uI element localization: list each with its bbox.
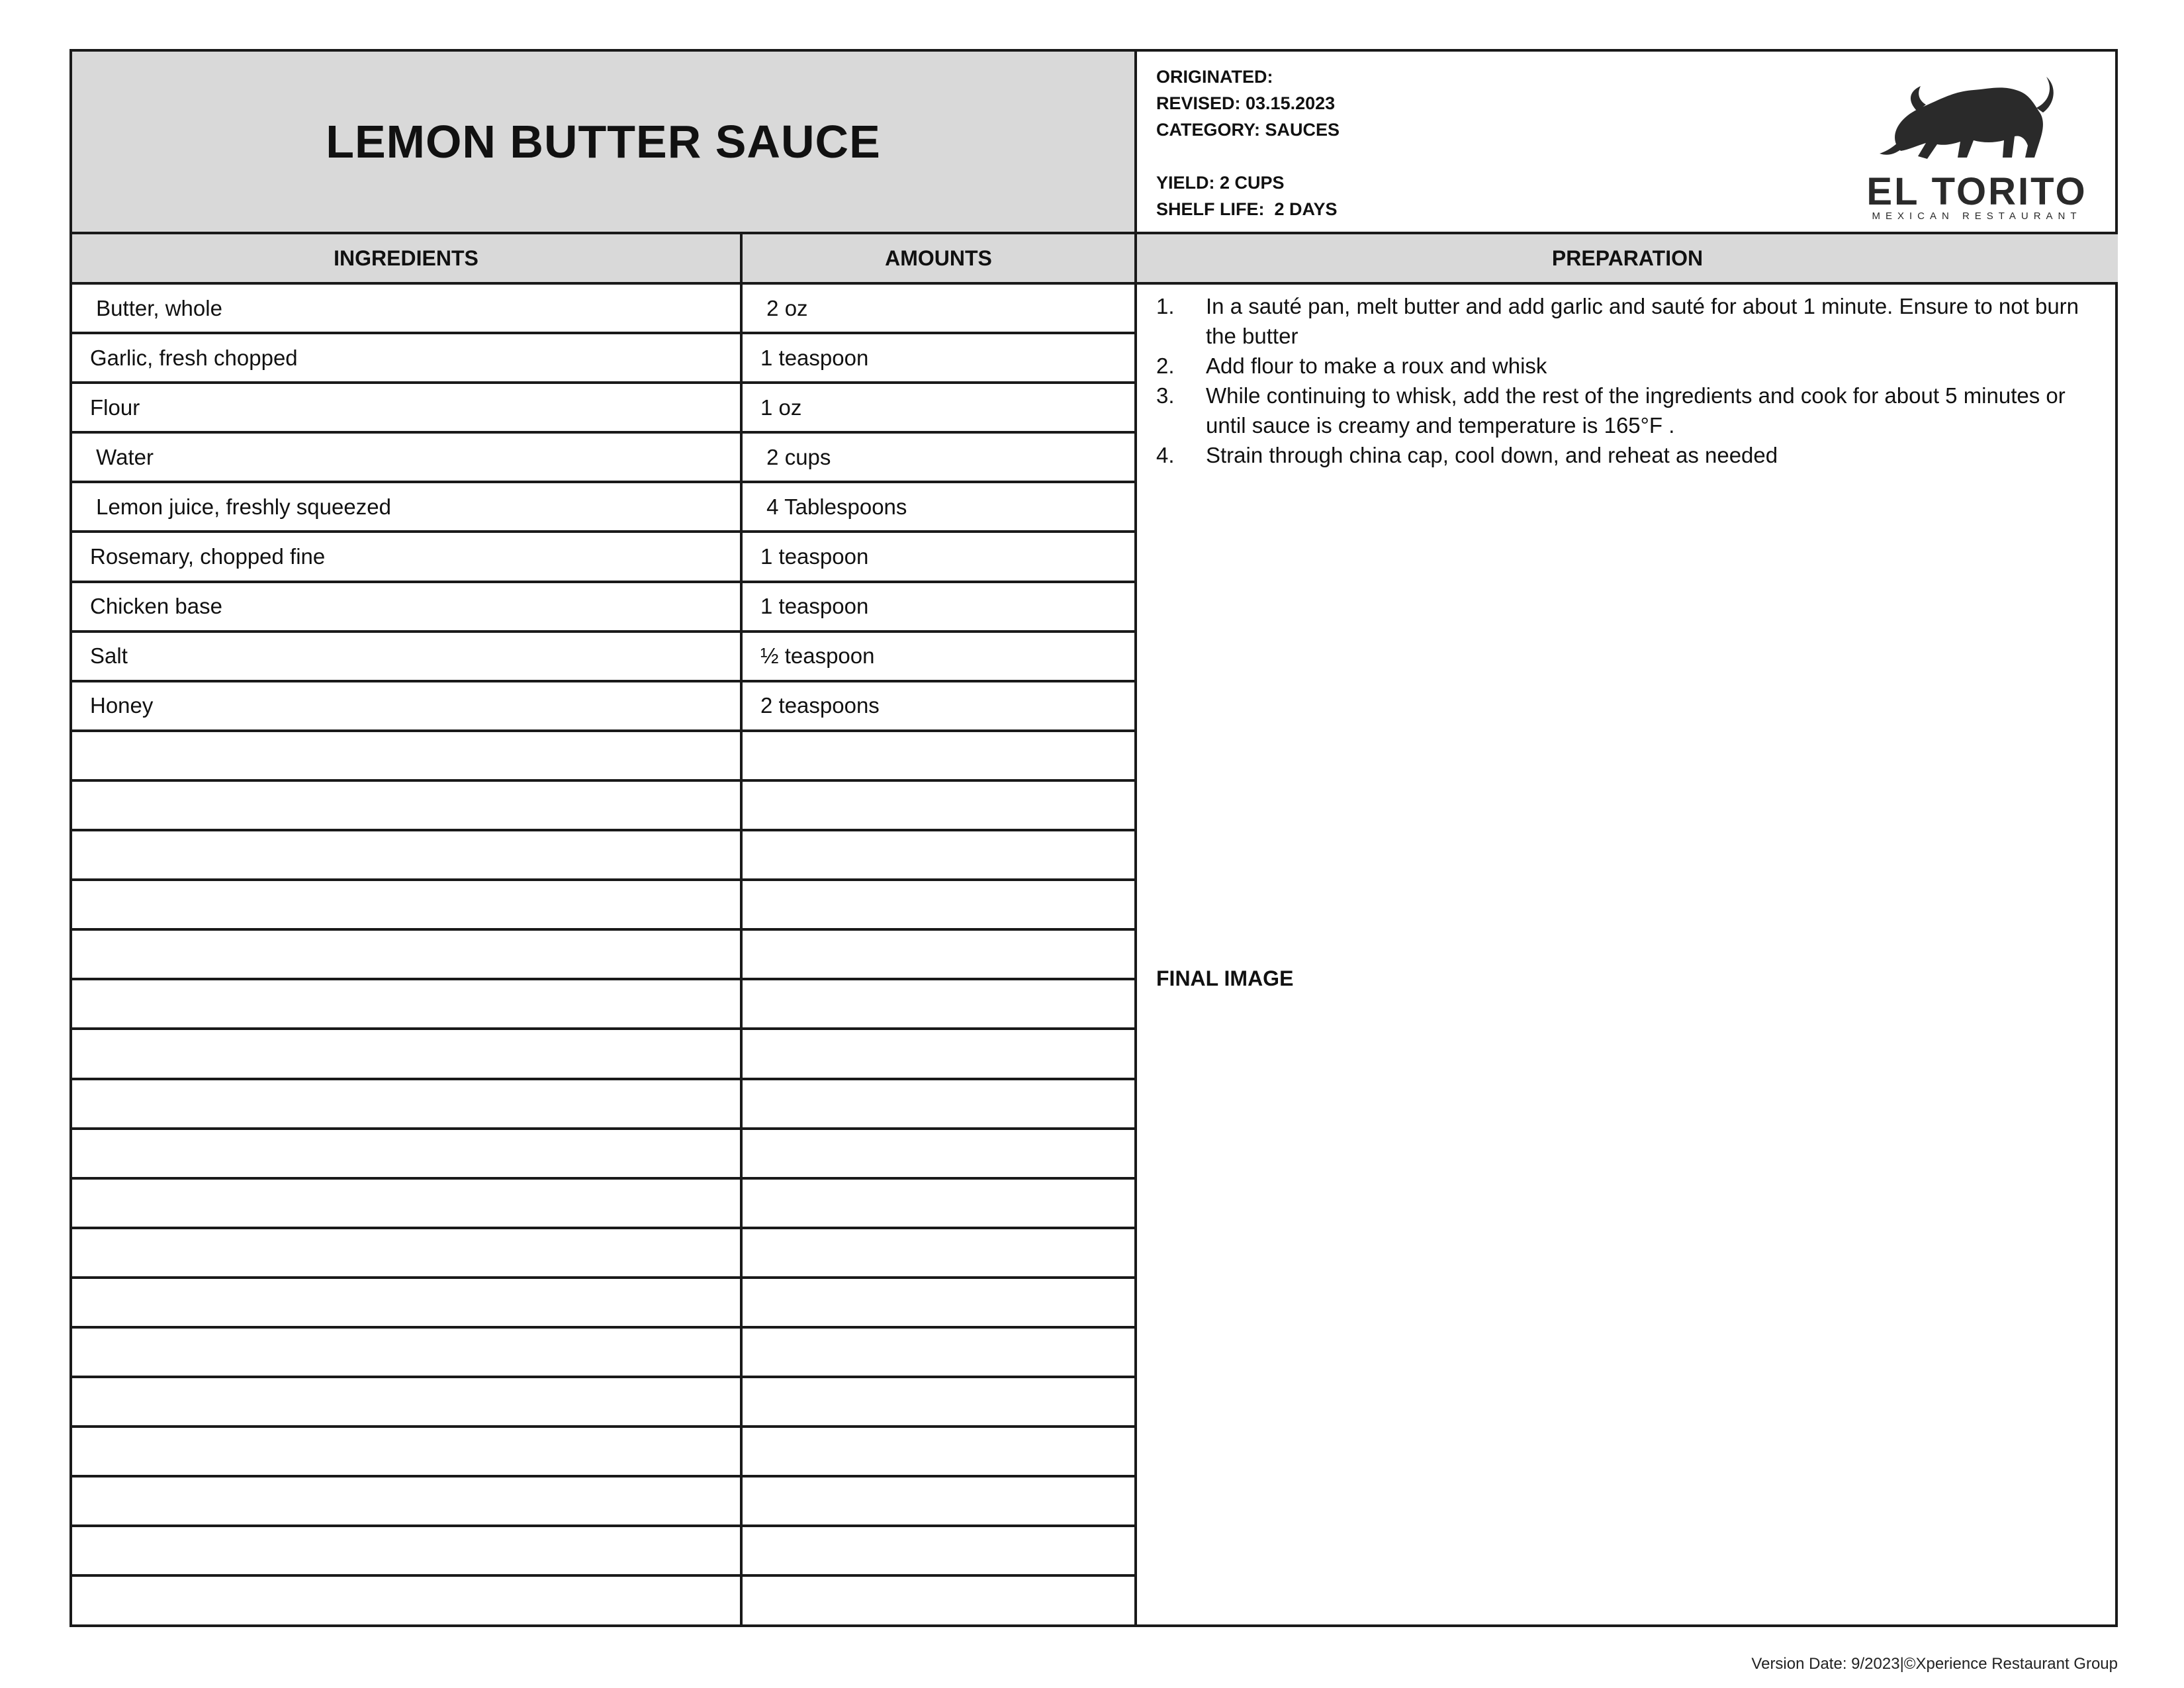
recipe-title: LEMON BUTTER SAUCE xyxy=(326,116,881,167)
ingredient-name xyxy=(72,881,743,928)
shelf-life: SHELF LIFE: 2 DAYS xyxy=(1156,199,1338,219)
table-row xyxy=(72,831,1137,881)
table-row xyxy=(72,931,1137,980)
ingredient-amount: 1 teaspoon xyxy=(743,583,1137,630)
table-row xyxy=(72,434,1137,483)
ingredient-name xyxy=(72,1577,743,1626)
step-text: In a sauté pan, melt butter and add garlic and sauté for about 1 minute. Ensure to not burn the butter xyxy=(1206,294,2079,348)
ingredient-name: Rosemary, chopped fine xyxy=(72,533,743,580)
step-text: While continuing to whisk, add the rest of the ingredients and cook for about 5 minutes or until sauce is creamy and temperature is 165°F . xyxy=(1206,383,2066,438)
ingredient-amount: ½ teaspoon xyxy=(743,633,1137,680)
table-row xyxy=(72,782,1137,831)
table-row xyxy=(72,334,1137,384)
table-row xyxy=(72,1080,1137,1130)
ingredient-name xyxy=(72,782,743,829)
ingredient-amount: 2 oz xyxy=(743,285,1137,332)
ingredient-name xyxy=(72,1130,743,1177)
table-row xyxy=(72,881,1137,931)
ingredient-amount xyxy=(743,881,1137,928)
table-row xyxy=(72,1378,1137,1428)
title-cell xyxy=(72,52,1137,234)
ingredient-amount: 1 oz xyxy=(743,384,1137,431)
step-number: 2. xyxy=(1156,353,1175,378)
table-row xyxy=(72,1428,1137,1477)
table-row xyxy=(72,533,1137,583)
ingredient-amount xyxy=(743,1527,1137,1574)
ingredient-name: Butter, whole xyxy=(72,285,743,332)
originated-label: ORIGINATED: xyxy=(1156,67,1273,87)
ingredient-amount xyxy=(743,782,1137,829)
ingredient-amount: 4 Tablespoons xyxy=(743,483,1137,530)
table-row xyxy=(72,682,1137,732)
table-row xyxy=(72,384,1137,434)
ingredients-table xyxy=(72,285,1137,1627)
table-row xyxy=(72,980,1137,1030)
preparation-step xyxy=(1156,291,2096,351)
ingredient-amount xyxy=(743,1279,1137,1326)
preparation-steps xyxy=(1156,291,2096,470)
logo-subtitle: MEXICAN RESTAURANT xyxy=(1872,211,2082,222)
ingredient-name xyxy=(72,1428,743,1475)
ingredient-name: Chicken base xyxy=(72,583,743,630)
ingredient-name: Honey xyxy=(72,682,743,729)
amounts-header: AMOUNTS xyxy=(743,234,1137,285)
table-row xyxy=(72,1279,1137,1329)
ingredient-name: Salt xyxy=(72,633,743,680)
ingredient-amount xyxy=(743,1577,1137,1626)
ingredient-name: Water xyxy=(72,434,743,481)
ingredient-amount xyxy=(743,931,1137,978)
step-text: Add flour to make a roux and whisk xyxy=(1206,353,1547,378)
ingredient-amount xyxy=(743,1428,1137,1475)
table-row xyxy=(72,1577,1137,1626)
table-row xyxy=(72,732,1137,782)
ingredient-amount xyxy=(743,980,1137,1027)
ingredient-name xyxy=(72,1378,743,1425)
category: CATEGORY: SAUCES xyxy=(1156,120,1340,140)
preparation-step xyxy=(1156,440,2096,470)
ingredient-amount: 2 teaspoons xyxy=(743,682,1137,729)
ingredients-header: INGREDIENTS xyxy=(72,234,743,285)
ingredient-amount: 1 teaspoon xyxy=(743,334,1137,381)
table-row xyxy=(72,1030,1137,1080)
table-row xyxy=(72,1527,1137,1577)
ingredient-name xyxy=(72,1527,743,1574)
table-row xyxy=(72,1229,1137,1279)
ingredient-amount xyxy=(743,732,1137,779)
table-row xyxy=(72,1130,1137,1180)
step-number: 3. xyxy=(1156,383,1175,408)
preparation-step xyxy=(1156,381,2096,440)
table-row xyxy=(72,583,1137,633)
table-row xyxy=(72,1329,1137,1378)
recipe-meta-cell xyxy=(1137,52,2118,234)
ingredient-amount xyxy=(743,831,1137,878)
table-row xyxy=(72,1180,1137,1229)
yield: YIELD: 2 CUPS xyxy=(1156,173,1285,193)
ingredient-name xyxy=(72,1080,743,1127)
version-footer: Version Date: 9/2023|©Xperience Restaurant Group xyxy=(1751,1655,2118,1673)
preparation-header: PREPARATION xyxy=(1137,234,2118,285)
table-row xyxy=(72,285,1137,334)
ingredient-name xyxy=(72,1477,743,1524)
final-image-label: FINAL IMAGE xyxy=(1156,966,1294,990)
ingredient-name: Lemon juice, freshly squeezed xyxy=(72,483,743,530)
ingredient-name: Flour xyxy=(72,384,743,431)
ingredient-name xyxy=(72,980,743,1027)
ingredient-name xyxy=(72,1279,743,1326)
ingredient-name xyxy=(72,1229,743,1276)
ingredient-amount: 2 cups xyxy=(743,434,1137,481)
logo-name: EL TORITO xyxy=(1866,170,2087,213)
ingredient-amount xyxy=(743,1477,1137,1524)
step-number: 1. xyxy=(1156,294,1175,318)
ingredient-amount xyxy=(743,1130,1137,1177)
preparation-step xyxy=(1156,351,2096,381)
recipe-sheet xyxy=(69,49,2118,1627)
step-number: 4. xyxy=(1156,443,1175,467)
ingredient-amount xyxy=(743,1180,1137,1227)
ingredient-amount: 1 teaspoon xyxy=(743,533,1137,580)
ingredient-name xyxy=(72,1180,743,1227)
revised-date: REVISED: 03.15.2023 xyxy=(1156,93,1336,113)
ingredient-name xyxy=(72,831,743,878)
ingredient-amount xyxy=(743,1229,1137,1276)
table-row xyxy=(72,483,1137,533)
preparation-cell xyxy=(1137,285,2118,1627)
ingredient-amount xyxy=(743,1030,1137,1077)
table-row xyxy=(72,633,1137,682)
ingredient-name xyxy=(72,732,743,779)
ingredient-amount xyxy=(743,1080,1137,1127)
ingredient-name xyxy=(72,931,743,978)
ingredient-amount xyxy=(743,1378,1137,1425)
step-text: Strain through china cap, cool down, and reheat as needed xyxy=(1206,443,1778,467)
ingredient-amount xyxy=(743,1329,1137,1376)
ingredient-name xyxy=(72,1329,743,1376)
table-row xyxy=(72,1477,1137,1527)
ingredient-name: Garlic, fresh chopped xyxy=(72,334,743,381)
recipe-meta xyxy=(1156,64,1340,222)
ingredient-name xyxy=(72,1030,743,1077)
